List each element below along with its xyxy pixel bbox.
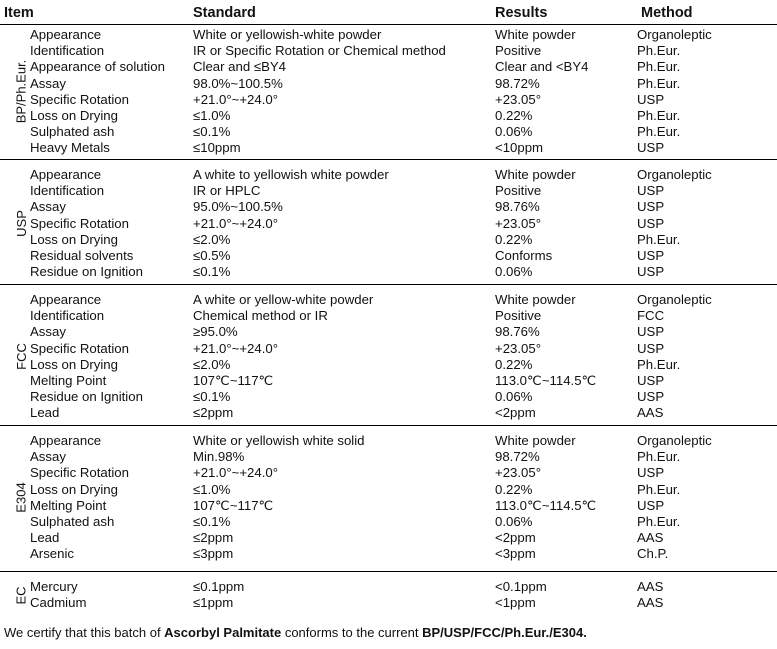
cell-method: USP [637,497,665,513]
cell-method: USP [637,199,665,215]
table-row [0,357,777,373]
cell-method: USP [637,183,665,199]
cell-result: <0.1ppm [495,579,547,594]
cell-method: Ph.Eur. [637,59,681,75]
cell-standard: ≤0.1% [193,124,231,140]
cell-result: 113.0℃~114.5℃ [495,373,597,388]
group-divider [0,425,777,426]
group-4 [0,579,777,611]
cell-result: 113.0℃~114.5℃ [495,497,597,513]
group-divider [0,159,777,160]
cell-result: <2ppm [495,530,536,546]
table-row [0,324,777,340]
table-row [0,595,777,611]
group-label: BP/Ph.Eur. [13,60,29,124]
group-label: FCC [13,343,29,371]
group-2 [0,292,777,422]
cell-method: Ph.Eur. [637,75,681,91]
table-row [0,405,777,421]
cell-standard: ≤1.0% [193,481,231,497]
cell-result: Clear and <BY4 [495,59,589,75]
table-row [0,308,777,324]
cell-standard: White or yellowish white solid [193,433,365,448]
cell-result: 0.22% [495,356,533,372]
cell-method: USP [637,264,665,280]
cell-item: Specific Rotation [30,215,129,231]
cell-item: Assay [30,324,66,340]
cell-item: Appearance [30,167,102,182]
cell-method: USP [637,248,665,263]
cell-result: Positive [495,43,542,59]
group-label: EC [13,586,29,605]
cell-item: Specific Rotation [30,91,129,107]
cell-standard: ≤0.1% [193,514,231,529]
cell-item: Identification [30,308,105,324]
cell-result: White powder [495,292,576,307]
cell-standard: ≤2.0% [193,356,231,372]
cell-result: <1ppm [495,595,536,611]
cell-standard: Min.98% [193,449,245,465]
cell-method: Ph.Eur. [637,231,681,247]
table-row [0,530,777,546]
cell-standard: ≥95.0% [193,324,238,340]
cell-method: USP [637,91,665,107]
cell-method: AAS [637,530,664,546]
cell-standard: ≤0.1% [193,389,231,405]
cell-item: Lead [30,405,60,421]
cell-method: Ph.Eur. [637,514,681,529]
cell-result: +23.05° [495,340,541,356]
cell-standard: ≤1ppm [193,595,234,611]
cell-item: Arsenic [30,546,74,562]
cell-item: Appearance [30,433,102,448]
table-row [0,373,777,389]
cell-result: 98.76% [495,199,540,215]
group-3 [0,433,777,563]
cell-standard: ≤0.1ppm [193,579,245,594]
cell-method: Ph.Eur. [637,43,681,59]
cell-result: +23.05° [495,91,541,107]
cell-method: Ch.P. [637,546,669,562]
cell-item: Loss on Drying [30,231,118,247]
cell-item: Assay [30,75,66,91]
cell-item: Sulphated ash [30,124,115,140]
cell-standard: IR or HPLC [193,183,261,199]
cell-item: Loss on Drying [30,356,118,372]
cell-method: Organoleptic [637,27,712,42]
cell-result: 0.06% [495,264,533,280]
table-row [0,199,777,215]
footer-standards: BP/USP/FCC/Ph.Eur./E304. [422,625,587,640]
cell-method: Ph.Eur. [637,356,681,372]
cell-result: <2ppm [495,405,536,421]
cell-result: 0.22% [495,481,533,497]
cell-item: Heavy Metals [30,140,110,156]
group-1 [0,167,777,280]
cell-standard: Clear and ≤BY4 [193,59,287,75]
cell-standard: +21.0°~+24.0° [193,465,278,481]
cell-standard: White or yellowish-white powder [193,27,382,42]
footer-middle: conforms to the current [281,625,423,640]
table-row [0,498,777,514]
table-row [0,264,777,280]
table-row [0,482,777,498]
cell-item: Mercury [30,579,78,594]
header-item: Item [4,5,34,21]
table-row [0,514,777,530]
cell-item: Assay [30,199,66,215]
cell-result: White powder [495,433,576,448]
cell-result: White powder [495,167,576,182]
cell-result: 0.06% [495,124,533,140]
group-label: USP [13,210,29,238]
cell-method: Ph.Eur. [637,481,681,497]
header-divider [0,24,777,25]
cell-item: Appearance of solution [30,59,165,75]
cell-method: USP [637,465,665,481]
cell-item: Sulphated ash [30,514,115,529]
table-row [0,108,777,124]
table-row [0,292,777,308]
cell-standard: IR or Specific Rotation or Chemical method [193,43,446,59]
cell-method: USP [637,324,665,340]
cell-standard: 107℃~117℃ [193,497,274,513]
cell-item: Specific Rotation [30,340,129,356]
cell-method: USP [637,389,665,405]
cell-method: AAS [637,595,664,611]
table-row [0,216,777,232]
cell-result: 98.72% [495,75,540,91]
cell-standard: ≤0.1% [193,264,231,280]
cell-method: Ph.Eur. [637,449,681,465]
cell-item: Residue on Ignition [30,264,143,280]
cell-method: Ph.Eur. [637,124,681,140]
cell-standard: ≤0.5% [193,248,231,263]
cell-item: Lead [30,530,60,546]
table-row [0,183,777,199]
cell-standard: Chemical method or IR [193,308,328,324]
table-row [0,546,777,562]
cell-result: 0.22% [495,108,533,123]
header-method: Method [641,5,693,21]
cell-standard: +21.0°~+24.0° [193,340,278,356]
cell-standard: +21.0°~+24.0° [193,91,278,107]
cell-method: USP [637,373,665,388]
cell-method: USP [637,215,665,231]
cell-method: Organoleptic [637,433,712,448]
cell-method: USP [637,340,665,356]
cell-item: Melting Point [30,373,107,388]
cell-result: 0.06% [495,514,533,529]
table-row [0,232,777,248]
cell-result: 98.76% [495,324,540,340]
header-standard: Standard [193,5,256,21]
table-row [0,433,777,449]
cell-result: 98.72% [495,449,540,465]
table-row [0,43,777,59]
cell-method: Organoleptic [637,167,712,182]
cell-standard: ≤2.0% [193,231,231,247]
table-row [0,579,777,595]
cell-result: Conforms [495,248,553,263]
table-row [0,248,777,264]
footer-prefix: We certify that this batch of [4,625,165,640]
cell-method: AAS [637,405,664,421]
certification-statement [4,625,587,640]
table-row [0,27,777,43]
cell-item: Loss on Drying [30,481,118,497]
group-0 [0,27,777,157]
table-row [0,449,777,465]
table-row [0,341,777,357]
group-divider [0,571,777,572]
footer-product: Ascorbyl Palmitate [164,625,282,640]
cell-standard: ≤10ppm [193,140,241,156]
header-results: Results [495,5,548,21]
cell-result: <10ppm [495,140,544,156]
cell-result: Positive [495,183,542,199]
cell-standard: ≤2ppm [193,530,234,546]
group-label: E304 [13,482,29,513]
cell-standard: +21.0°~+24.0° [193,215,278,231]
cell-item: Assay [30,449,66,465]
cell-item: Melting Point [30,497,107,513]
cell-method: USP [637,140,665,156]
cell-item: Cadmium [30,595,87,611]
cell-result: Positive [495,308,542,324]
cell-standard: A white or yellow-white powder [193,292,374,307]
cell-item: Appearance [30,27,102,42]
table-row [0,465,777,481]
table-row [0,389,777,405]
cell-standard: ≤2ppm [193,405,234,421]
table-row [0,124,777,140]
table-row [0,59,777,75]
cell-result: +23.05° [495,465,541,481]
cell-item: Residual solvents [30,248,134,263]
cell-result: +23.05° [495,215,541,231]
table-row [0,167,777,183]
cell-method: AAS [637,579,664,594]
table-row [0,140,777,156]
cell-result: White powder [495,27,576,42]
cell-standard: A white to yellowish white powder [193,167,389,182]
table-header [0,4,777,24]
cell-result: 0.22% [495,231,533,247]
cell-item: Identification [30,183,105,199]
cell-item: Identification [30,43,105,59]
table-row [0,92,777,108]
table-row [0,76,777,92]
cell-result: <3ppm [495,546,536,562]
cell-standard: 95.0%~100.5% [193,199,283,215]
cell-item: Specific Rotation [30,465,129,481]
cell-method: FCC [637,308,665,324]
cell-standard: ≤1.0% [193,108,231,123]
cell-result: 0.06% [495,389,533,405]
cell-standard: ≤3ppm [193,546,234,562]
cell-standard: 107℃~117℃ [193,373,274,388]
cell-method: Organoleptic [637,292,712,307]
group-divider [0,284,777,285]
cell-item: Residue on Ignition [30,389,143,405]
cell-method: Ph.Eur. [637,108,681,123]
cell-standard: 98.0%~100.5% [193,75,283,91]
cell-item: Loss on Drying [30,108,118,123]
cell-item: Appearance [30,292,102,307]
